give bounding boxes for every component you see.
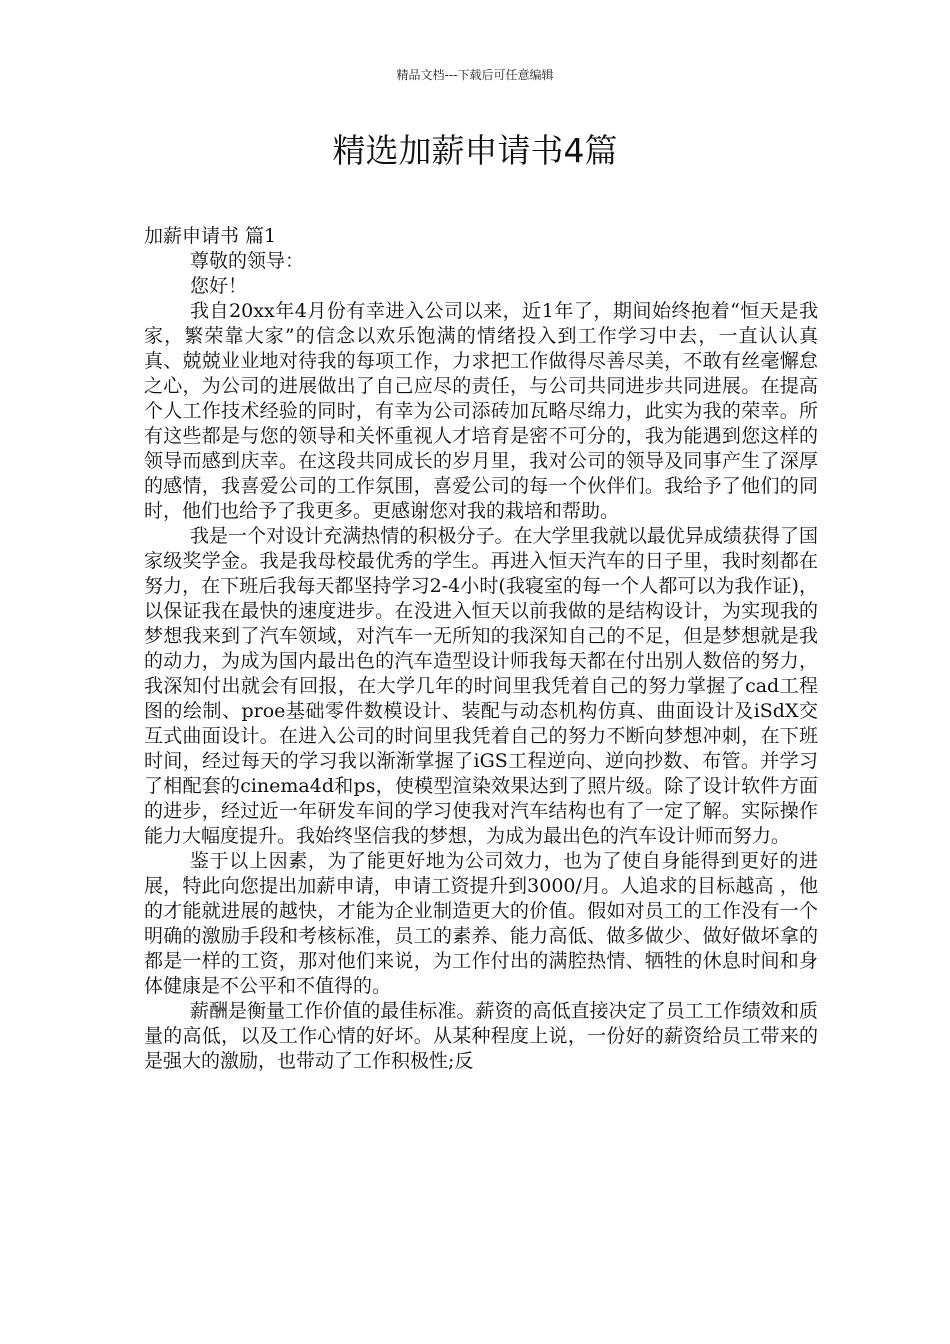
document-body: [144, 224, 818, 1074]
body-paragraph: 薪酬是衡量工作价值的最佳标准。薪资的高低直接决定了员工工作绩效和质量的高低，以及工作心情的好坏。从某种程度上说，一份好的薪资给员工带来的是强大的激励，也带动了工作积极性;反: [144, 1000, 818, 1072]
salutation: 尊敬的领导：: [190, 250, 305, 272]
section-heading: 加薪申请书 篇1: [144, 225, 277, 247]
body-paragraph: 鉴于以上因素，为了能更好地为公司效力，也为了使自身能得到更好的进展，特此向您提出加薪申请，申请工资提升到3000/月。人追求的目标越高 ，他的才能就进展的越快，才能为企业制造更大的价值。假如对员工的工作没有一个明确的激励手段和考核标准，员工的素养、能力高低、做多做少、做好做坏拿的都是一样的工资，那对他们来说，为工作付出的满腔热情、牺牲的休息时间和身体健康是不公平和不值得的。: [144, 850, 818, 997]
body-paragraph: 我自20xx年4月份有幸进入公司以来，近1年了，期间始终抱着“恒天是我家，繁荣靠大家”的信念以欢乐饱满的情绪投入到工作学习中去，一直认认真真、兢兢业业地对待我的每项工作，力求把工作做得尽善尽美，不敢有丝毫懈怠之心，为公司的进展做出了自己应尽的责任，与公司共同进步共同进展。在提高个人工作技术经验的同时，有幸为公司添砖加瓦略尽绵力，此实为我的荣幸。所有这些都是与您的领导和关怀重视人才培育是密不可分的，我为能遇到您这样的领导而感到庆幸。在这段共同成长的岁月里，我对公司的领导及同事产生了深厚的感情，我喜爱公司的工作氛围，喜爱公司的每一个伙伴们。我给予了他们的同时，他们也给予了我更多。更感谢您对我的栽培和帮助。: [144, 300, 818, 522]
document-title: 精选加薪申请书4篇: [332, 131, 618, 170]
body-paragraph: 我是一个对设计充满热情的积极分子。在大学里我就以最优异成绩获得了国家级奖学金。我是我母校最优秀的学生。再进入恒天汽车的日子里，我时刻都在努力，在下班后我每天都坚持学习2-4小时(我寝室的每一个人都可以为我作证)，以保证我在最快的速度进步。在没进入恒天以前我做的是结构设计，为实现我的梦想我来到了汽车领域，对汽车一无所知的我深知自己的不足，但是梦想就是我的动力，为成为国内最出色的汽车造型设计师我每天都在付出别人数倍的努力，我深知付出就会有回报，在大学几年的时间里我凭着自己的努力掌握了cad工程图的绘制、proe基础零件数模设计、装配与动态机构仿真、曲面设计及iSdX交互式曲面设计。在进入公司的时间里我凭着自己的努力不断向梦想冲刺，在下班时间，经过每天的学习我以渐渐掌握了iGS工程逆向、逆向抄数、布管。并学习了相配套的cinema4d和ps，使模型渲染效果达到了照片级。除了设计软件方面的进步，经过近一年研发车间的学习使我对汽车结构也有了一定了解。实际操作能力大幅度提升。我始终坚信我的梦想，为成为最出色的汽车设计师而努力。: [144, 525, 818, 847]
greeting: 您好！: [190, 275, 248, 297]
header-note: 精品文档---下载后可任意编辑: [396, 68, 554, 82]
